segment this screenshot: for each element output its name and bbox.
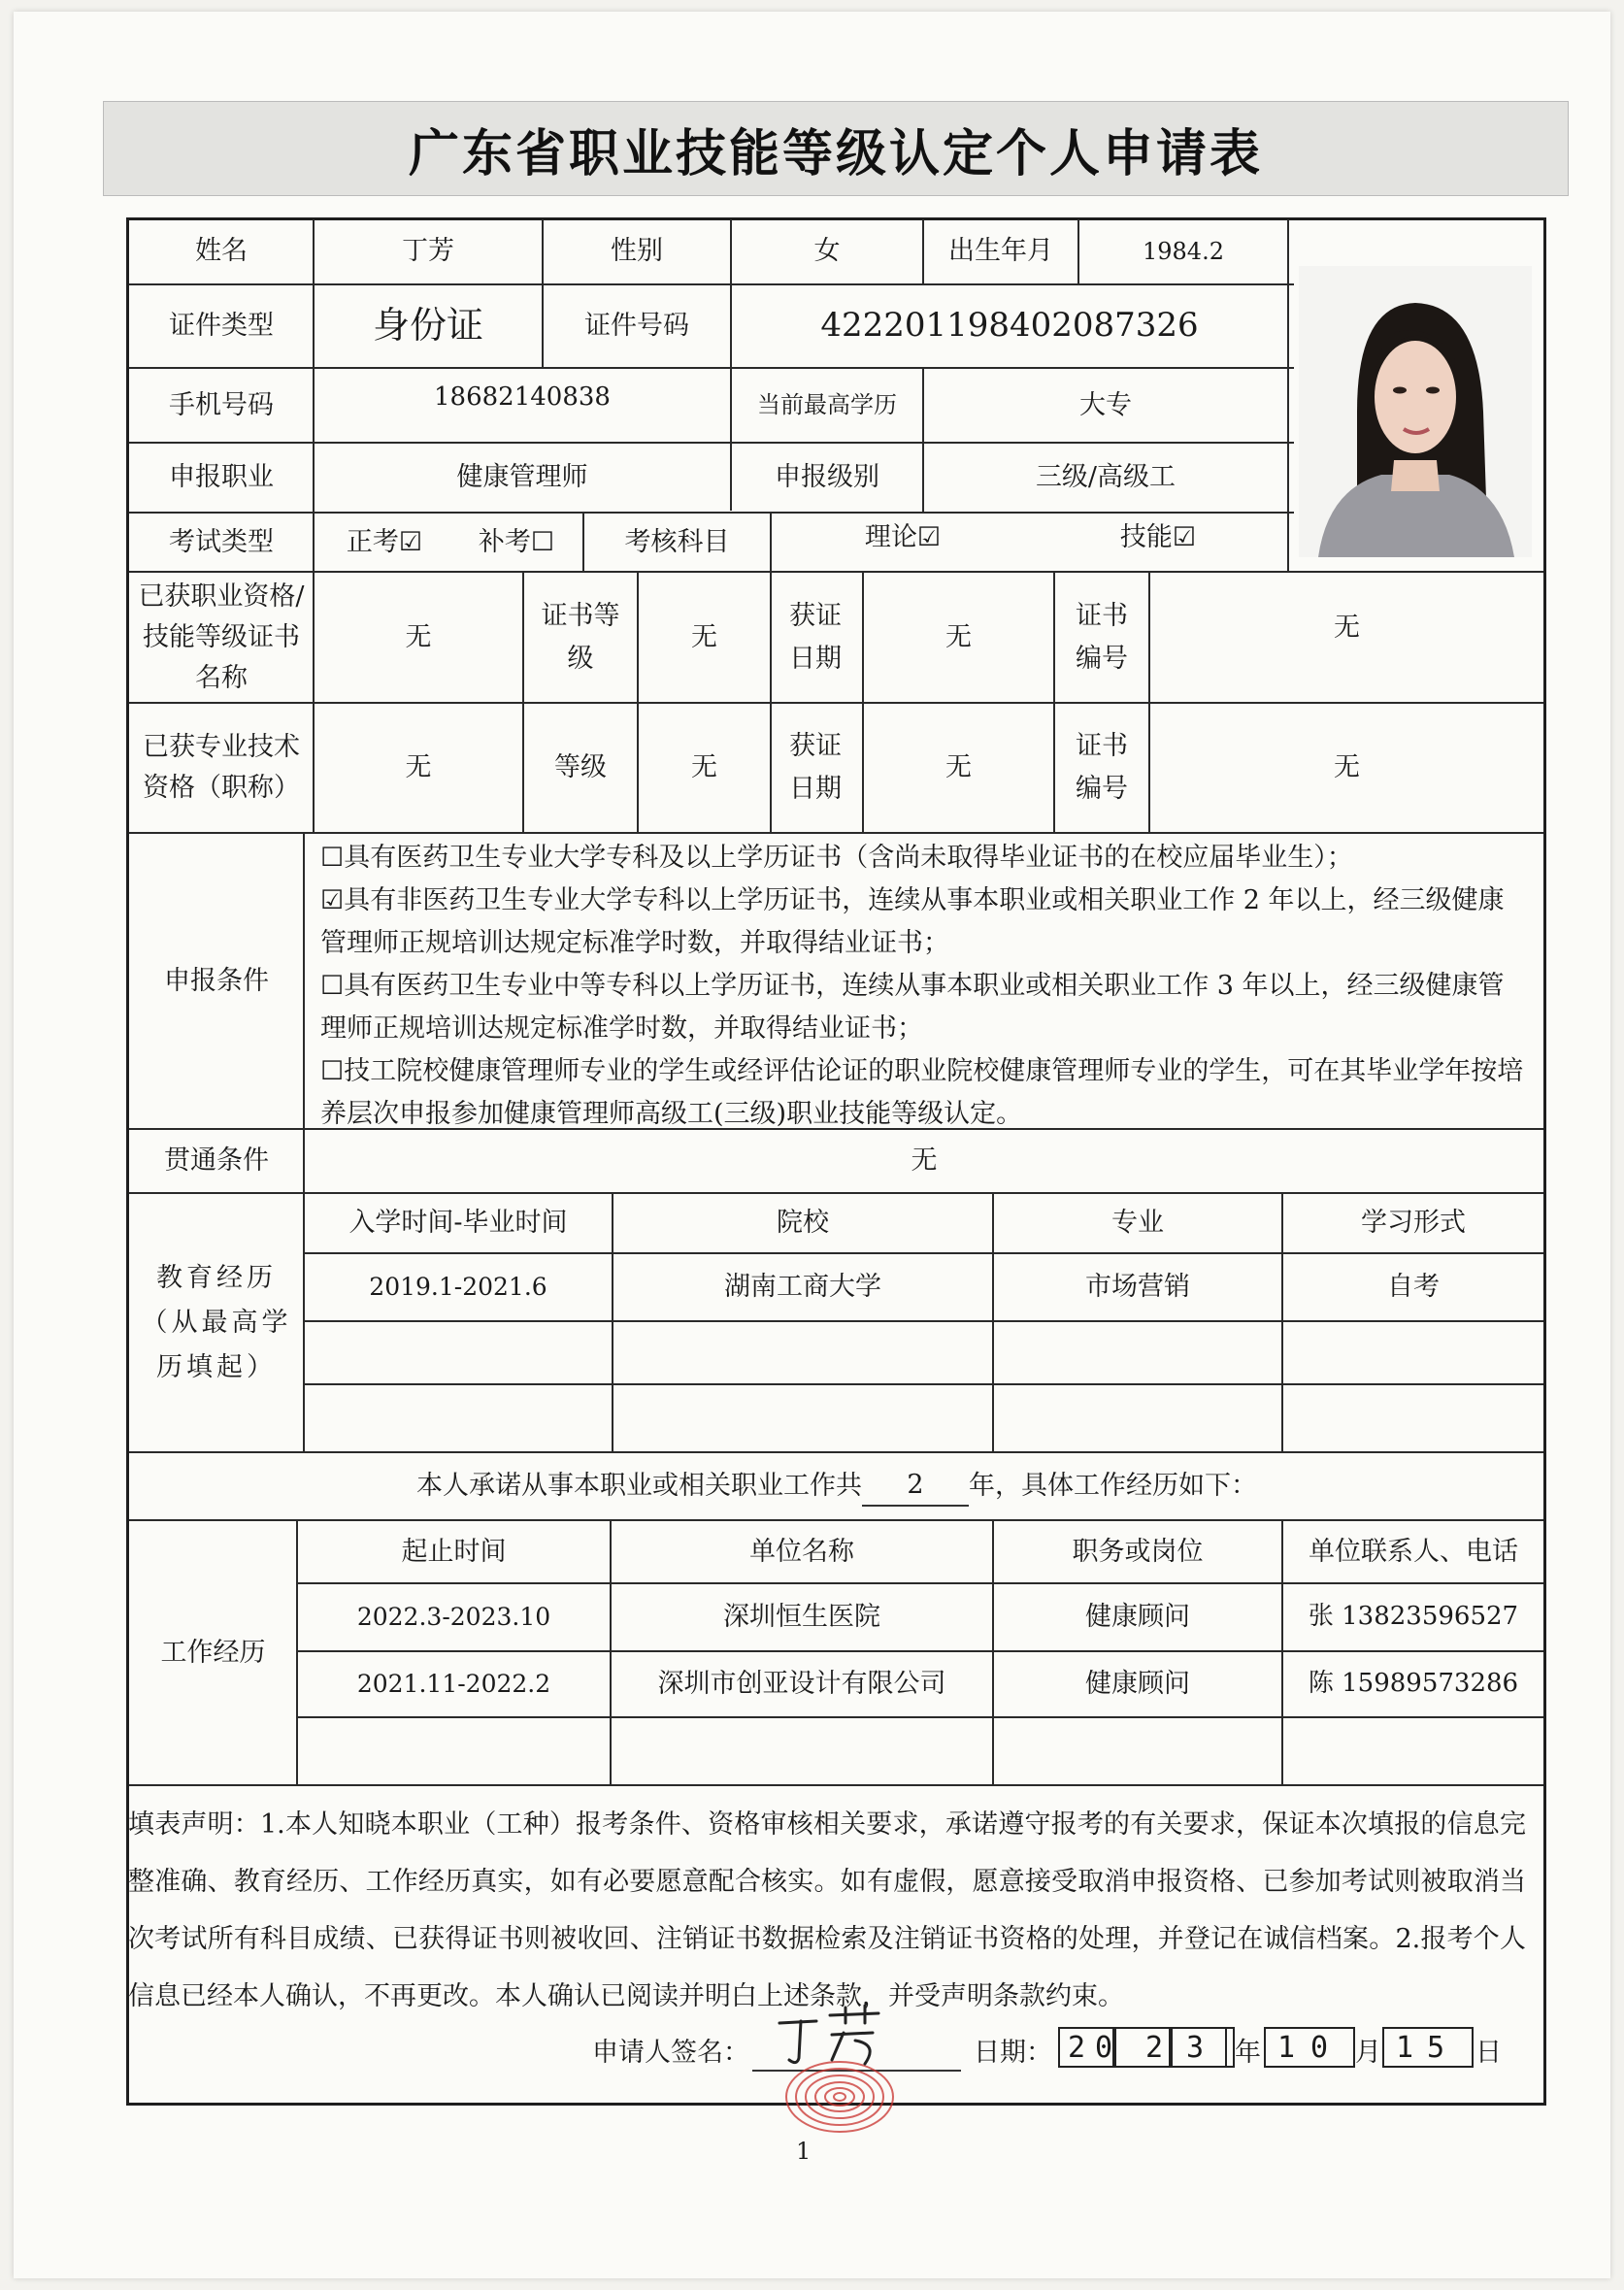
work-header-employer: 单位名称 [749, 1536, 854, 1567]
commitment-prefix: 本人承诺从事本职业或相关职业工作共 [416, 1471, 862, 1502]
row-line [303, 1383, 1543, 1385]
edu-value: 大专 [1079, 389, 1132, 420]
conditions-list [320, 837, 1529, 1136]
commitment-suffix: 年，具体工作经历如下： [969, 1471, 1257, 1502]
condition-option-3[interactable]: ☐具有医药卫生专业中等专科以上学历证书，连续从事本职业或相关职业工作 3 年以上，经三级健康管理师正规培训达规定标准学时数，并取得结业证书； [320, 971, 1505, 1044]
edu-row-major: 市场营销 [1085, 1272, 1190, 1303]
cert1-no-label: 证书编号 [1076, 600, 1128, 674]
work-row2-period: 2021.11-2022.2 [356, 1669, 551, 1698]
row-line [129, 1784, 1543, 1786]
level-label: 申报级别 [775, 462, 879, 493]
date-year-2: 0 [1095, 2031, 1113, 2065]
date-month-2: 0 [1310, 2031, 1329, 2065]
work-row2-employer: 深圳市创亚设计有限公司 [657, 1669, 946, 1700]
col-line [1053, 571, 1055, 832]
row-line [129, 832, 1543, 834]
date-day-1: 1 [1396, 2031, 1414, 2065]
condition-option-1[interactable]: ☐具有医药卫生专业大学专科及以上学历证书（含尚未取得毕业证书的在校应届毕业生）； [320, 843, 1353, 873]
row-line [303, 1320, 1543, 1322]
cert1-name: 无 [405, 621, 432, 652]
id-no-label: 证件号码 [584, 311, 689, 342]
work-row1-contact: 张 13823596527 [1308, 1602, 1519, 1632]
id-type-value: 身份证 [372, 304, 483, 348]
level-value: 三级/高级工 [1035, 462, 1177, 493]
work-row2-contact: 陈 15989573286 [1308, 1669, 1519, 1699]
edu-row-period: 2019.1-2021.6 [369, 1272, 547, 1301]
date-year-unit: 年 [1235, 2038, 1261, 2068]
work-header-position: 职务或岗位 [1072, 1536, 1204, 1567]
id-type-label: 证件类型 [169, 311, 274, 342]
exam-makeup-checkbox[interactable]: 补考☐ [478, 526, 555, 557]
work-row1-position: 健康顾问 [1085, 1602, 1190, 1633]
date-box-year [1227, 2027, 1235, 2068]
job-value: 健康管理师 [456, 462, 588, 493]
work-row1-period: 2022.3-2023.10 [356, 1602, 551, 1631]
declaration-text: 填表声明：1.本人知晓本职业（工种）报考条件、资格审核相关要求，承诺遵守报考的有关要求，保证本次填报的信息完整准确、教育经历、工作经历真实，如有必要愿意配合核实。如有虚假，愿意接受取消申报资格、已参加考试则被取消当次考试所有科目成绩、已获得证书则被收回、注销证书数据检索及注销证书资格的处理，并登记在诚信档案。2.报考个人信息已经本人确认，不再更改。本人确认已阅读并明白上述条款，并受声明条款约束。 [128, 1809, 1526, 2011]
edu-row-school: 湖南工商大学 [724, 1272, 881, 1303]
exam-type-label: 考试类型 [169, 526, 274, 557]
applicant-photo [1299, 266, 1532, 557]
subject-theory-checkbox[interactable]: 理论☑ [864, 521, 942, 552]
cert2-grade: 无 [691, 752, 717, 783]
document-title: 广东省职业技能等级认定个人申请表 [408, 124, 1263, 183]
gender-value: 女 [813, 236, 841, 267]
commitment-line [130, 1453, 1543, 1519]
work-row2-position: 健康顾问 [1085, 1669, 1190, 1700]
date-year-3: 2 [1145, 2031, 1164, 2065]
condition-option-4[interactable]: ☐技工院校健康管理师专业的学生或经评估论证的职业院校健康管理师专业的学生，可在其毕业学年按培养层次申报参加健康管理师高级工(三级)职业技能等级认定。 [320, 1056, 1524, 1129]
edu-header-mode: 学习形式 [1361, 1208, 1466, 1239]
cert1-grade-label: 证书等级 [541, 600, 620, 674]
subject-label: 考核科目 [624, 526, 730, 557]
handwritten-signature [772, 2002, 888, 2079]
through-label: 贯通条件 [164, 1145, 269, 1177]
cert1-grade: 无 [691, 621, 717, 652]
work-header-contact: 单位联系人、电话 [1309, 1536, 1518, 1567]
edu-row-mode: 自考 [1387, 1272, 1440, 1303]
date-day-unit: 日 [1475, 2038, 1502, 2068]
title-band [103, 101, 1569, 196]
education-label: 教育经历（从最高学历填起） [141, 1262, 292, 1382]
through-value: 无 [911, 1145, 938, 1177]
condition-option-2[interactable]: ☑具有非医药卫生专业大学专科以上学历证书，连续从事本职业或相关职业工作 2 年以上，经三级健康管理师正规培训达规定标准学时数，并取得结业证书； [320, 885, 1505, 958]
cert1-label: 已获职业资格/技能等级证书名称 [138, 581, 305, 693]
job-label: 申报职业 [169, 462, 274, 493]
birth-label: 出生年月 [948, 236, 1053, 267]
cert1-date-label: 获证日期 [789, 600, 842, 674]
cert1-date: 无 [945, 621, 972, 652]
date-day-2: 5 [1427, 2031, 1445, 2065]
date-month-unit: 月 [1355, 2038, 1381, 2068]
row-line [296, 1716, 1543, 1718]
phone-value: 18682140838 [434, 382, 611, 413]
cert2-date: 无 [945, 752, 972, 783]
conditions-label: 申报条件 [164, 965, 269, 996]
work-row1-employer: 深圳恒生医院 [723, 1602, 880, 1633]
col-line [1287, 219, 1289, 571]
cert2-no-label: 证书编号 [1076, 731, 1128, 804]
cert2-grade-label: 等级 [554, 752, 607, 783]
work-header-period: 起止时间 [401, 1536, 507, 1567]
birth-value: 1984.2 [1143, 237, 1224, 265]
phone-label: 手机号码 [169, 389, 274, 420]
commitment-years: 2 [862, 1466, 969, 1506]
id-no-value: 422201198402087326 [820, 306, 1199, 346]
gender-label: 性别 [611, 236, 663, 267]
edu-header-school: 院校 [777, 1208, 829, 1239]
cert2-label: 已获专业技术资格（职称） [143, 732, 300, 803]
cert2-date-label: 获证日期 [789, 731, 842, 804]
name-label: 姓名 [195, 236, 248, 267]
edu-header-major: 专业 [1111, 1208, 1164, 1239]
date-year-4: 3 [1186, 2031, 1205, 2065]
signature-label: 申请人签名： [592, 2038, 749, 2068]
date-label: 日期： [974, 2038, 1052, 2068]
cert2-name: 无 [405, 752, 432, 783]
date-year-1: 2 [1068, 2031, 1086, 2065]
cert1-no: 无 [1334, 612, 1360, 643]
subject-skill-checkbox[interactable]: 技能☑ [1119, 521, 1197, 552]
name-value: 丁芳 [402, 236, 454, 267]
edu-header-period: 入学时间-毕业时间 [348, 1208, 568, 1239]
cert2-no: 无 [1334, 752, 1360, 783]
exam-regular-checkbox[interactable]: 正考☑ [346, 526, 423, 557]
date-month-1: 1 [1277, 2031, 1296, 2065]
page-number: 1 [796, 2138, 812, 2165]
work-label: 工作经历 [160, 1637, 266, 1668]
edu-label: 当前最高学历 [757, 391, 897, 419]
col-line [770, 571, 772, 832]
